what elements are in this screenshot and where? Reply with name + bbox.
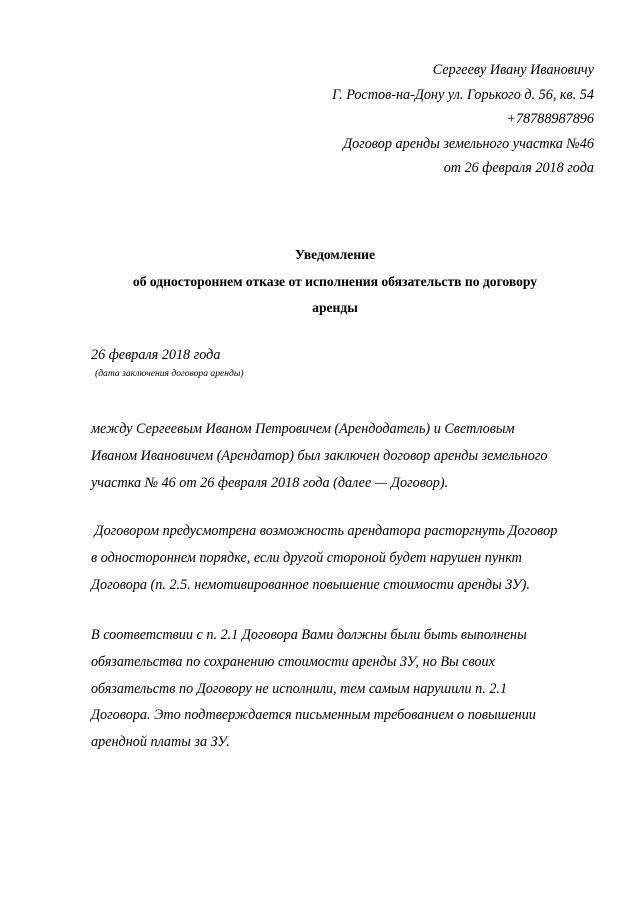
recipient-address: Г. Ростов-на-Дону ул. Горького д. 56, кв. 54 (332, 86, 594, 103)
date-block (91, 344, 244, 382)
title-line-3: аренды (312, 300, 358, 315)
paragraph-line: обязательства по сохранению стоимости аренды ЗУ, но Вы своих (91, 653, 495, 670)
paragraph-line: арендной платы за ЗУ. (91, 734, 230, 751)
paragraph-line: В соответствии с п. 2.1 Договора Вами должны были быть выполнены (91, 627, 527, 643)
paragraph-line: Договора (п. 2.5. немотивированное повышение стоимости аренды ЗУ). (91, 576, 530, 593)
paragraph-line: между Сергеевым Иваном Петровичем (Арендодатель) и Светловым (91, 421, 515, 437)
paragraph-violation (91, 622, 591, 756)
recipient-block (332, 58, 594, 181)
date-caption: (дата заключения договора аренды) (95, 368, 244, 379)
paragraph-line: участка № 46 от 26 февраля 2018 года (далее — Договор). (91, 474, 449, 491)
paragraph-parties (91, 416, 591, 496)
paragraph-line: в одностороннем порядке, если другой стороной будет нарушен пункт (91, 549, 522, 566)
title-line-2: об одностороннем отказе от исполнения обязательств по договору (132, 273, 538, 289)
paragraph-line: Договором предусмотрена возможность арендатора расторгнуть Договор (91, 523, 558, 539)
notice-title (90, 242, 580, 322)
contract-reference: Договор аренды земельного участка №46 (343, 135, 594, 152)
paragraph-line: Договора. Это подтверждается письменным требованием о повышении (91, 707, 536, 724)
contract-conclusion-date: 26 февраля 2018 года (91, 347, 221, 363)
recipient-phone: +78788987896 (506, 111, 594, 128)
title-line-1: Уведомление (294, 247, 376, 262)
paragraph-line: обязательств по Договору не исполнили, тем самым нарушили п. 2.1 (91, 680, 508, 697)
paragraph-termination-right (91, 518, 591, 598)
recipient-name: Сергееву Ивану Ивановичу (432, 62, 594, 78)
contract-date: от 26 февраля 2018 года (443, 160, 594, 177)
paragraph-line: Иваном Ивановичем (Арендатор) был заключен договор аренды земельного (91, 447, 548, 464)
